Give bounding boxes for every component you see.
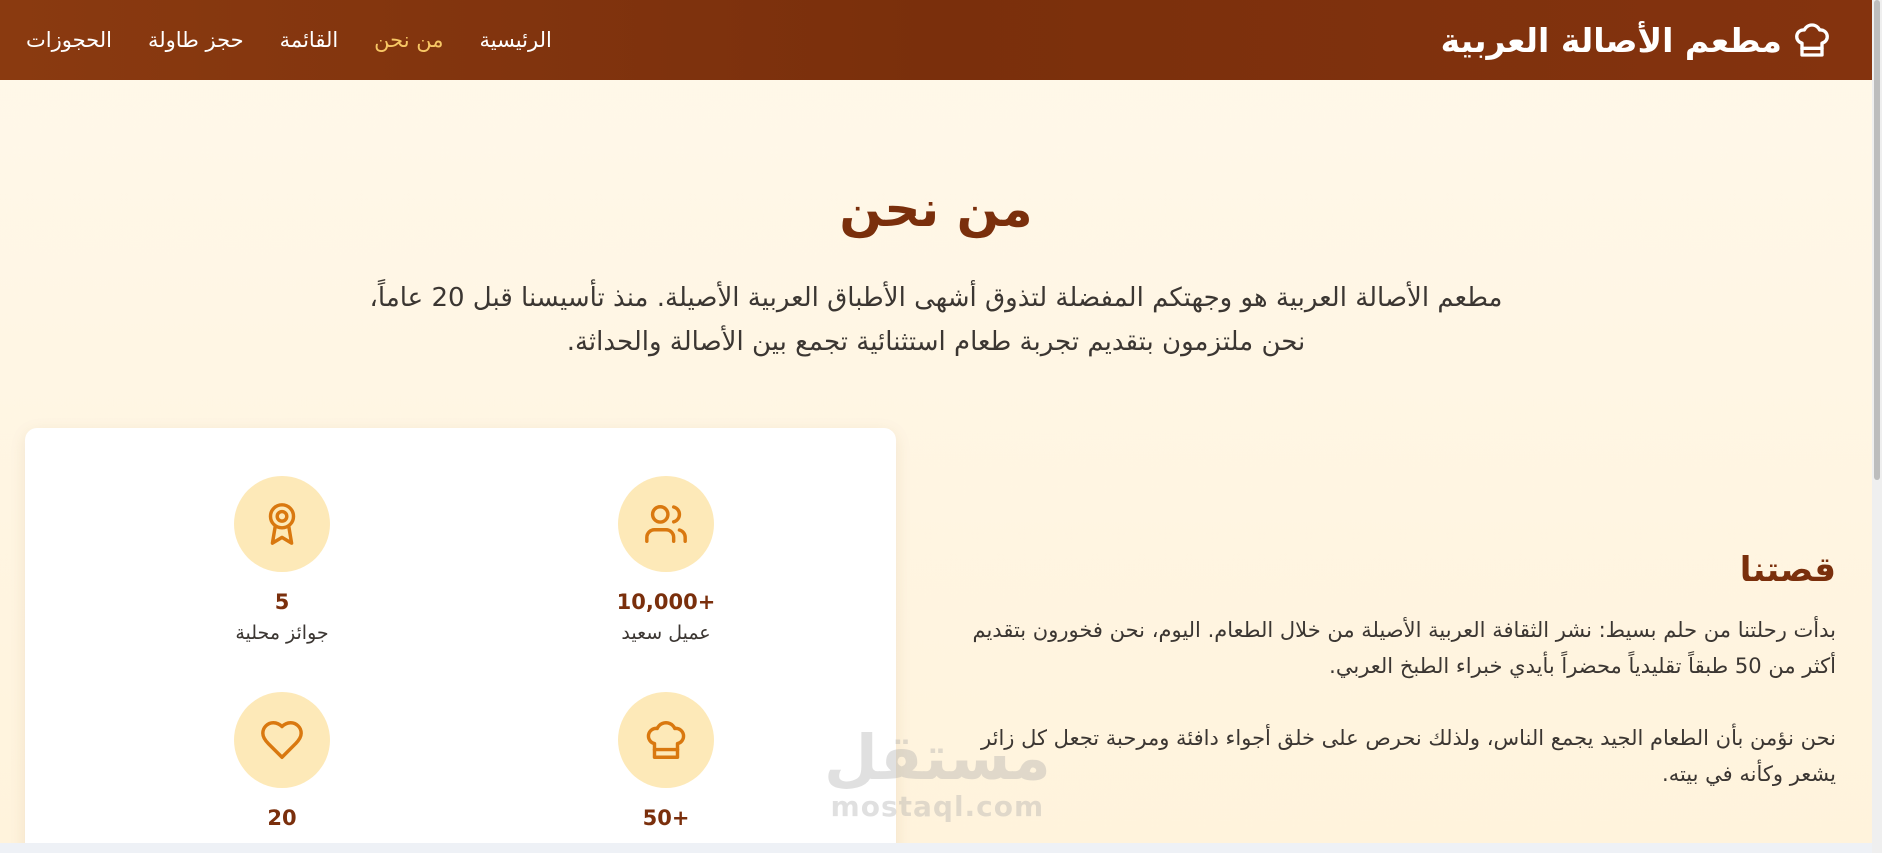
users-icon — [618, 476, 714, 572]
stats-card — [25, 428, 896, 853]
stat-years — [152, 692, 412, 838]
stat-happy-customers — [536, 476, 796, 644]
our-story — [956, 550, 1836, 792]
nav-link-home[interactable]: الرئيسية — [479, 28, 552, 52]
hero-description: مطعم الأصالة العربية هو وجهتكم المفضلة لتذوق أشهى الأطباق العربية الأصيلة. منذ تأسيسنا قبل 20 عاماً، نحن ملتزمون بتقديم تجربة طعام استثنائية تجمع بين الأصالة والحداثة. — [369, 283, 1503, 357]
horizontal-scrollbar[interactable] — [0, 843, 1872, 853]
stat-value: +50 — [642, 806, 690, 830]
watermark-arabic: مستقل — [824, 721, 1051, 794]
brand-title: مطعم الأصالة العربية — [1440, 20, 1782, 60]
stat-value: 5 — [274, 590, 290, 614]
nav-link-menu[interactable]: القائمة — [279, 28, 339, 52]
vertical-scrollbar[interactable] — [1872, 0, 1882, 853]
chef-hat-icon — [1792, 20, 1832, 60]
top-navbar — [0, 0, 1872, 80]
brand[interactable] — [1441, 20, 1832, 60]
story-paragraph: بدأت رحلتنا من حلم بسيط: نشر الثقافة العربية الأصيلة من خلال الطعام. اليوم، نحن فخورون بتقديم أكثر من 50 طبقاً تقليدياً محضراً بأيدي خبراء الطبخ العربي. — [972, 618, 1836, 678]
chef-hat-icon — [618, 692, 714, 788]
watermark-logo — [824, 721, 1051, 823]
stat-local-awards — [152, 476, 412, 644]
story-paragraph: نحن نؤمن بأن الطعام الجيد يجمع الناس، ولذلك نحرص على خلق أجواء دافئة ومرحبة تجعل كل زائر يشعر وكأنه في بيته. — [981, 726, 1836, 786]
nav-link-about[interactable]: من نحن — [374, 28, 444, 52]
award-icon — [234, 476, 330, 572]
stat-value: +10,000 — [616, 590, 716, 614]
story-title: قصتنا — [1739, 550, 1836, 590]
stat-label: عميل سعيد — [621, 622, 711, 644]
nav-link-reserve-table[interactable]: حجز طاولة — [147, 28, 244, 52]
main-nav — [26, 28, 552, 52]
stat-label: جوائز محلية — [235, 622, 329, 644]
about-hero — [0, 180, 1872, 364]
heart-icon — [234, 692, 330, 788]
stat-value: 20 — [267, 806, 297, 830]
scrollbar-thumb[interactable] — [1874, 0, 1880, 480]
page-title: من نحن — [839, 180, 1033, 238]
stat-dishes — [536, 692, 796, 838]
watermark-latin: mostaql.com — [830, 790, 1045, 823]
nav-link-reservations[interactable]: الحجوزات — [26, 28, 112, 52]
